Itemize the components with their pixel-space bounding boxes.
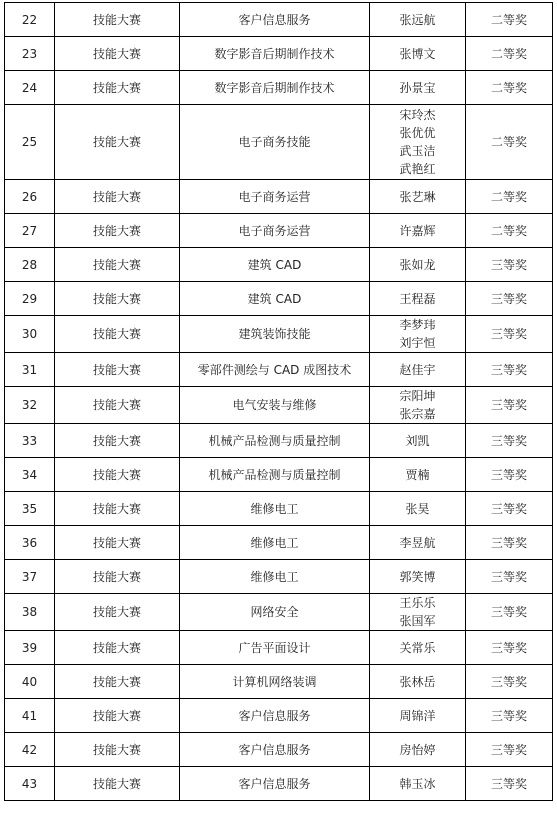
table-row (5, 458, 553, 492)
row-number-cell: 24 (5, 71, 55, 105)
table-row (5, 767, 553, 801)
event-name-cell: 电子商务运营 (180, 180, 370, 214)
table-row (5, 316, 553, 353)
competition-type-cell: 技能大赛 (55, 71, 180, 105)
prize-level-cell: 二等奖 (466, 71, 553, 105)
row-number-cell: 26 (5, 180, 55, 214)
student-names-cell (370, 424, 466, 458)
event-name-cell: 建筑装饰技能 (180, 316, 370, 353)
competition-type-cell: 技能大赛 (55, 105, 180, 180)
competition-type-cell: 技能大赛 (55, 37, 180, 71)
event-name-cell: 电子商务运营 (180, 214, 370, 248)
student-name: 张国军 (399, 614, 436, 628)
prize-level-cell: 三等奖 (466, 353, 553, 387)
table-row (5, 248, 553, 282)
competition-type-cell: 技能大赛 (55, 180, 180, 214)
student-names-cell (370, 665, 466, 699)
competition-type-cell: 技能大赛 (55, 214, 180, 248)
event-name-cell: 电子商务技能 (180, 105, 370, 180)
student-name: 房怡婷 (399, 742, 436, 757)
competition-type-cell: 技能大赛 (55, 767, 180, 801)
competition-type-cell: 技能大赛 (55, 594, 180, 631)
table-row (5, 699, 553, 733)
table-row (5, 492, 553, 526)
event-name-cell: 客户信息服务 (180, 3, 370, 37)
student-names-cell (370, 733, 466, 767)
student-name: 宗阳坤 (399, 389, 436, 403)
student-names-cell (370, 560, 466, 594)
competition-type-cell: 技能大赛 (55, 733, 180, 767)
competition-type-cell: 技能大赛 (55, 699, 180, 733)
table-row (5, 665, 553, 699)
competition-type-cell: 技能大赛 (55, 560, 180, 594)
student-name: 贾楠 (405, 467, 430, 482)
prize-level-cell: 三等奖 (466, 767, 553, 801)
row-number-cell: 40 (5, 665, 55, 699)
row-number-cell: 22 (5, 3, 55, 37)
prize-level-cell: 二等奖 (466, 105, 553, 180)
event-name-cell: 计算机网络装调 (180, 665, 370, 699)
competition-type-cell: 技能大赛 (55, 492, 180, 526)
table-row (5, 214, 553, 248)
prize-level-cell: 三等奖 (466, 387, 553, 424)
student-name: 王程磊 (399, 291, 436, 306)
event-name-cell: 网络安全 (180, 594, 370, 631)
event-name-cell: 电气安装与维修 (180, 387, 370, 424)
row-number-cell: 33 (5, 424, 55, 458)
student-name: 王乐乐 (399, 596, 436, 610)
prize-level-cell: 三等奖 (466, 699, 553, 733)
prize-level-cell: 三等奖 (466, 282, 553, 316)
student-names-cell (370, 37, 466, 71)
row-number-cell: 36 (5, 526, 55, 560)
student-name: 宋玲杰 (399, 108, 436, 122)
prize-level-cell: 二等奖 (466, 37, 553, 71)
table-row (5, 282, 553, 316)
competition-type-cell: 技能大赛 (55, 353, 180, 387)
event-name-cell: 客户信息服务 (180, 767, 370, 801)
student-name: 孙景宝 (399, 80, 436, 95)
competition-type-cell: 技能大赛 (55, 458, 180, 492)
student-name: 张如龙 (399, 257, 436, 272)
table-row (5, 105, 553, 180)
student-names-cell (370, 631, 466, 665)
student-name: 韩玉冰 (399, 776, 436, 791)
table-row (5, 387, 553, 424)
student-names-cell (370, 180, 466, 214)
student-names-cell (370, 767, 466, 801)
prize-level-cell: 三等奖 (466, 631, 553, 665)
table-row (5, 631, 553, 665)
student-name: 张优优 (399, 126, 436, 140)
prize-level-cell: 三等奖 (466, 733, 553, 767)
event-name-cell: 建筑 CAD (180, 282, 370, 316)
row-number-cell: 42 (5, 733, 55, 767)
table-row (5, 733, 553, 767)
competition-type-cell: 技能大赛 (55, 424, 180, 458)
student-names-cell (370, 526, 466, 560)
student-names-cell (370, 214, 466, 248)
row-number-cell: 32 (5, 387, 55, 424)
awards-table (4, 2, 553, 801)
prize-level-cell: 三等奖 (466, 248, 553, 282)
student-name: 郭笑博 (399, 569, 436, 584)
event-name-cell: 数字影音后期制作技术 (180, 37, 370, 71)
event-name-cell: 客户信息服务 (180, 699, 370, 733)
student-names-cell (370, 594, 466, 631)
table-row (5, 353, 553, 387)
competition-type-cell: 技能大赛 (55, 282, 180, 316)
prize-level-cell: 二等奖 (466, 180, 553, 214)
row-number-cell: 39 (5, 631, 55, 665)
competition-type-cell: 技能大赛 (55, 665, 180, 699)
student-name: 武艳红 (399, 162, 436, 176)
row-number-cell: 37 (5, 560, 55, 594)
competition-type-cell: 技能大赛 (55, 316, 180, 353)
event-name-cell: 客户信息服务 (180, 733, 370, 767)
table-row (5, 424, 553, 458)
event-name-cell: 机械产品检测与质量控制 (180, 458, 370, 492)
competition-type-cell: 技能大赛 (55, 3, 180, 37)
prize-level-cell: 三等奖 (466, 665, 553, 699)
event-name-cell: 机械产品检测与质量控制 (180, 424, 370, 458)
competition-type-cell: 技能大赛 (55, 248, 180, 282)
table-row (5, 37, 553, 71)
student-name: 刘宇恒 (399, 336, 436, 350)
event-name-cell: 广告平面设计 (180, 631, 370, 665)
student-name: 关常乐 (399, 640, 436, 655)
table-row (5, 594, 553, 631)
prize-level-cell: 三等奖 (466, 560, 553, 594)
competition-type-cell: 技能大赛 (55, 631, 180, 665)
student-name: 张艺琳 (399, 189, 436, 204)
event-name-cell: 维修电工 (180, 492, 370, 526)
event-name-cell: 数字影音后期制作技术 (180, 71, 370, 105)
student-names-cell (370, 353, 466, 387)
student-names-cell (370, 492, 466, 526)
event-name-cell: 维修电工 (180, 560, 370, 594)
row-number-cell: 43 (5, 767, 55, 801)
student-names-cell (370, 105, 466, 180)
student-names-cell (370, 3, 466, 37)
student-name: 张昊 (405, 501, 430, 516)
row-number-cell: 41 (5, 699, 55, 733)
student-names-cell (370, 248, 466, 282)
event-name-cell: 维修电工 (180, 526, 370, 560)
student-names-cell (370, 71, 466, 105)
row-number-cell: 31 (5, 353, 55, 387)
row-number-cell: 30 (5, 316, 55, 353)
student-name: 赵佳宇 (399, 362, 436, 377)
row-number-cell: 38 (5, 594, 55, 631)
student-names-cell (370, 458, 466, 492)
row-number-cell: 29 (5, 282, 55, 316)
student-name: 张林岳 (399, 674, 436, 689)
student-names-cell (370, 387, 466, 424)
prize-level-cell: 三等奖 (466, 316, 553, 353)
student-name: 张宗嘉 (399, 407, 436, 421)
prize-level-cell: 三等奖 (466, 424, 553, 458)
prize-level-cell: 二等奖 (466, 3, 553, 37)
competition-type-cell: 技能大赛 (55, 526, 180, 560)
event-name-cell: 建筑 CAD (180, 248, 370, 282)
prize-level-cell: 三等奖 (466, 594, 553, 631)
student-names-cell (370, 316, 466, 353)
row-number-cell: 27 (5, 214, 55, 248)
student-names-cell (370, 282, 466, 316)
awards-table-body (5, 3, 553, 801)
event-name-cell: 零部件测绘与 CAD 成图技术 (180, 353, 370, 387)
row-number-cell: 28 (5, 248, 55, 282)
prize-level-cell: 二等奖 (466, 214, 553, 248)
row-number-cell: 25 (5, 105, 55, 180)
student-name: 周锦洋 (399, 708, 436, 723)
table-row (5, 180, 553, 214)
student-name: 张远航 (399, 12, 436, 27)
row-number-cell: 35 (5, 492, 55, 526)
student-name: 武玉洁 (399, 144, 436, 158)
student-names-cell (370, 699, 466, 733)
student-name: 许嘉辉 (399, 223, 436, 238)
student-name: 张博文 (399, 46, 436, 61)
row-number-cell: 34 (5, 458, 55, 492)
row-number-cell: 23 (5, 37, 55, 71)
student-name: 李昱航 (399, 535, 436, 550)
competition-type-cell: 技能大赛 (55, 387, 180, 424)
table-row (5, 526, 553, 560)
table-row (5, 3, 553, 37)
student-name: 李梦玮 (399, 318, 436, 332)
student-name: 刘凯 (405, 433, 430, 448)
table-row (5, 71, 553, 105)
prize-level-cell: 三等奖 (466, 458, 553, 492)
prize-level-cell: 三等奖 (466, 526, 553, 560)
table-row (5, 560, 553, 594)
prize-level-cell: 三等奖 (466, 492, 553, 526)
